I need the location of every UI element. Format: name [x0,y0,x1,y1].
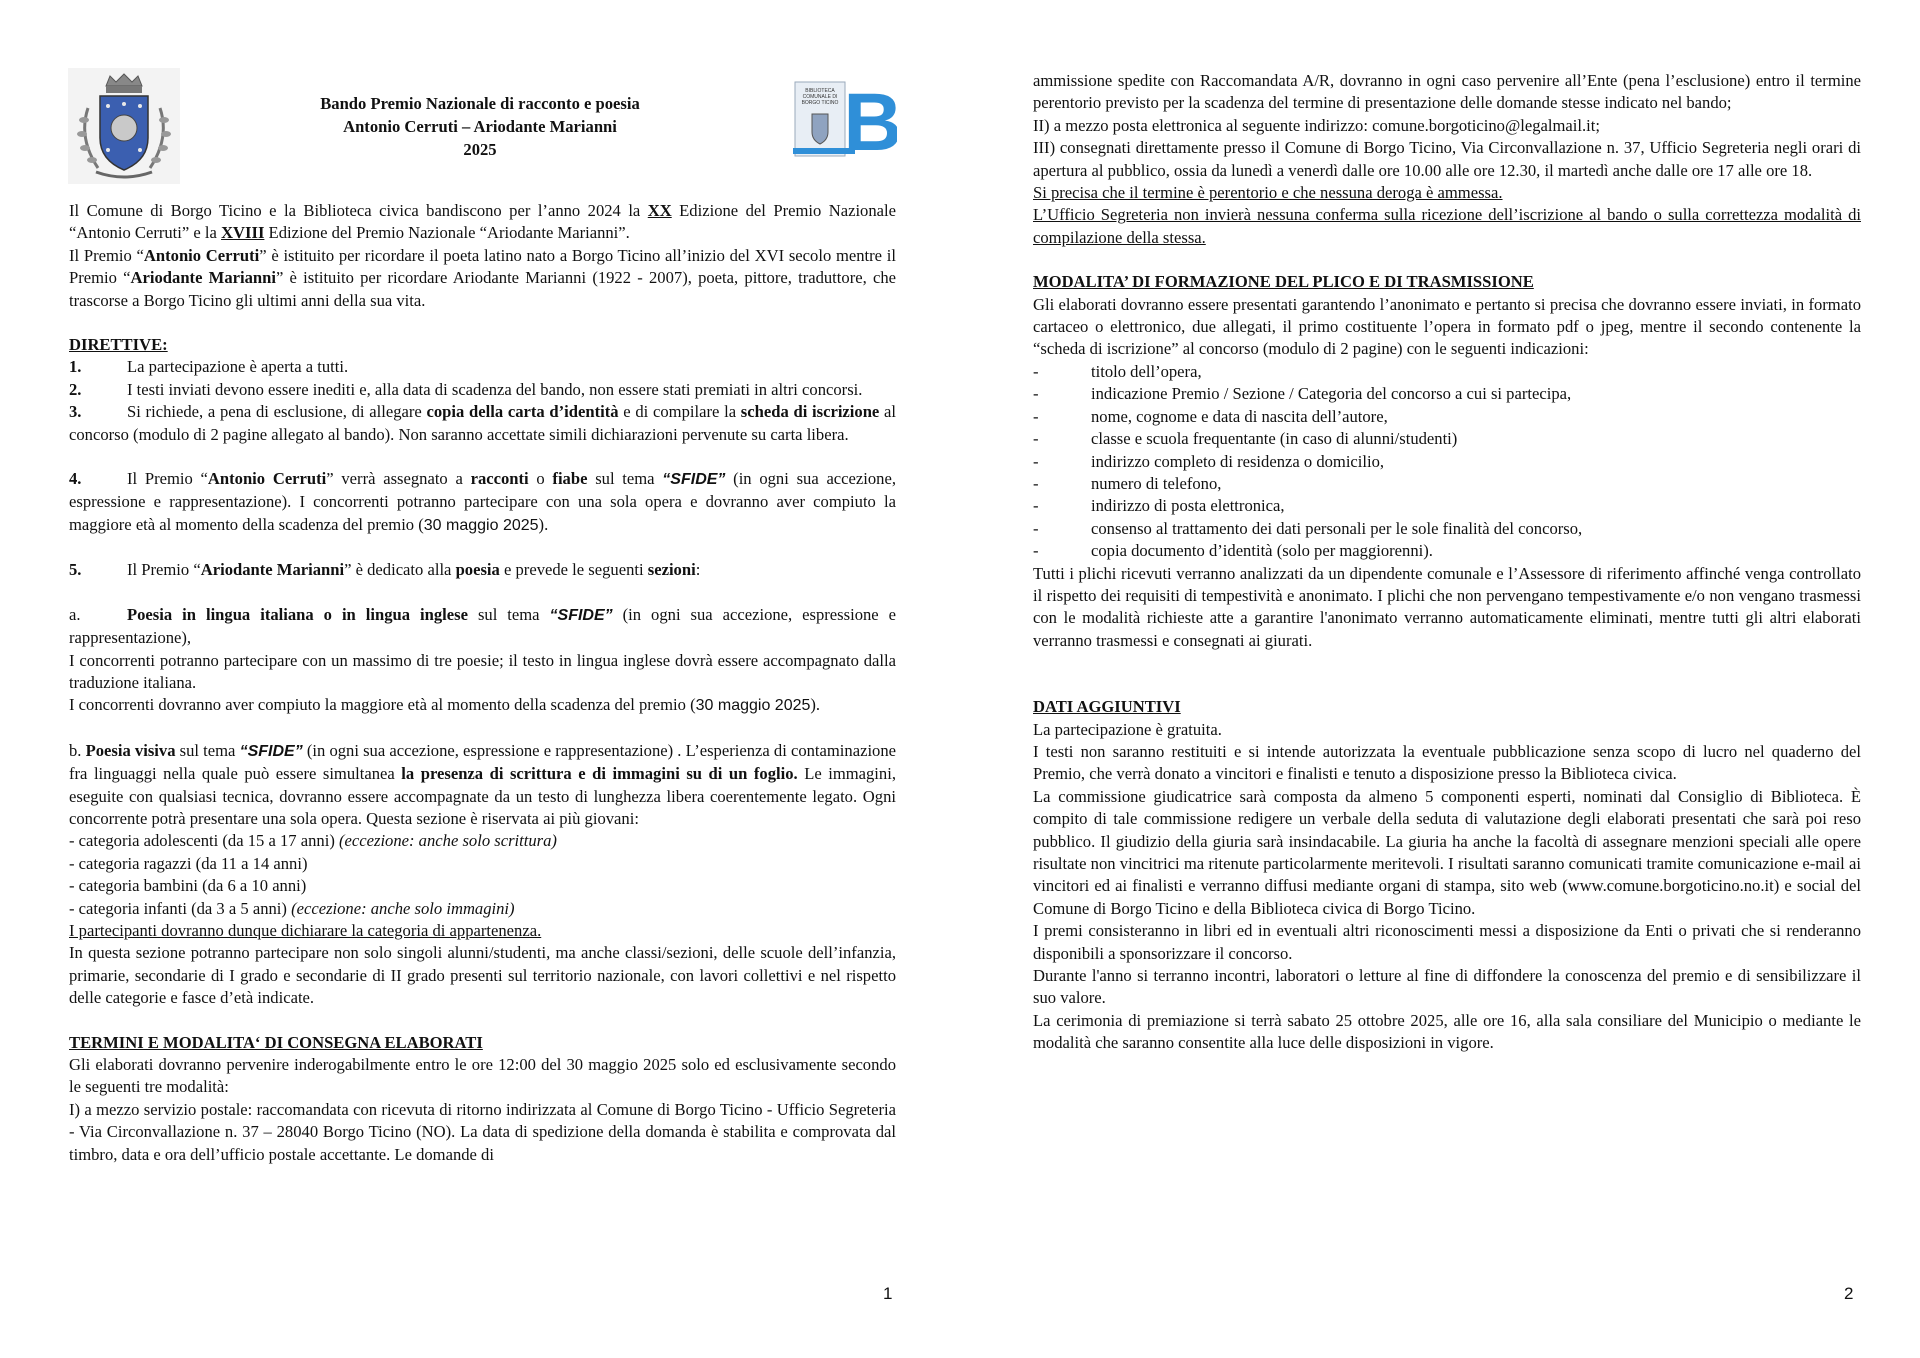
section-a-rule-1: I concorrenti potranno partecipare con un massimo di tre poesie; il testo in lingua inglese dovrà essere accompagnato dalla traduzione italiana. [69,650,896,692]
list-item: - titolo dell’opera, [1033,361,1202,381]
category-infanti: - categoria infanti (da 3 a 5 anni) (eccezione: anche solo immagini) [69,898,515,918]
list-item: - indirizzo di posta elettronica, [1033,496,1285,516]
document-title [250,92,710,161]
section-a-rule-2: I concorrenti dovranno aver compiuto la maggiore età al momento della scadenza del premio (30 maggio 2025). [69,695,821,715]
deadline-note: Si precisa che il termine è perentorio e che nessuna deroga è ammessa. [1033,183,1503,203]
plico-paragraph-2: Tutti i plichi ricevuti verranno analizzati da un dipendente comunale e l’Assessore di riferimento affinché venga controllato il rispetto dei requisiti di tempestività e anonimato. I plichi che non pervengano tempestivamente e/o non vengano trasmessi con le modalità richieste atte a garantire l'anonimato verranno automaticamente eliminati, mentre tutti gli altri elaborati verranno trasmessi e consegnati ai giurati. [1033,563,1861,650]
direct-delivery: III) consegnati direttamente presso il Comune di Borgo Ticino, Via Circonvallazione n. 37, Ufficio Segreteria negli orari di apertura al pubblico, ossia da lunedì a venerdì dalle ore 10.00 alle ore 12.30, il martedì anche dalle ore 17 alle ore 18. [1033,138,1861,180]
directive-5: 5. Il Premio “Ariodante Marianni” è dedicato alla poesia e prevede le seguenti sezioni: [69,560,701,580]
section-a: a. Poesia in lingua italiana o in lingua inglese sul tema “SFIDE” (in ogni sua accezione, espressione e rappresentazione), [69,604,896,648]
category-ragazzi: - categoria ragazzi (da 11 a 14 anni) [69,853,308,873]
dati-paragraph-1: La partecipazione è gratuita. [1033,719,1222,739]
title-line-3: 2025 [463,140,497,159]
category-adolescenti: - categoria adolescenti (da 15 a 17 anni) (eccezione: anche solo scrittura) [69,831,557,851]
email-delivery: II) a mezzo posta elettronica al seguente indirizzo: comune.borgoticino@legalmail.it; [1033,115,1600,135]
category-bambini: - categoria bambini (da 6 a 10 anni) [69,876,307,896]
list-item: - indirizzo completo di residenza o domicilio, [1033,451,1385,471]
title-line-1: Bando Premio Nazionale di racconto e poesia [320,94,640,113]
list-item: - numero di telefono, [1033,473,1222,493]
page-number: 1 [883,1284,893,1303]
title-line-2: Antonio Cerruti – Ariodante Marianni [343,117,617,136]
directive-3: 3. Si richiede, a pena di esclusione, di allegare copia della carta d’identità e di compilare la scheda di iscrizione al concorso (modulo di 2 pagine allegato al bando). Non saranno accettate simili dichiarazioni pervenute su carta libera. [69,402,897,444]
directive-4: 4. Il Premio “Antonio Cerruti” verrà assegnato a racconti o fiabe sul tema “SFIDE” (in ogni sua accezione, espressione e rappresentazione). I concorrenti potranno partecipare con una sola opera e dovranno aver compiuto la maggiore età al momento della scadenza del premio (30 maggio 2025). [69,469,896,534]
category-note: I partecipanti dovranno dunque dichiarare la categoria di appartenenza. [69,920,542,940]
list-item: - copia documento d’identità (solo per maggiorenni). [1033,541,1433,561]
intro-paragraph-2: Il Premio “Antonio Cerruti” è istituito per ricordare il poeta latino nato a Borgo Ticino all’inizio del XVI secolo mentre il Premio “Ariodante Marianni” è istituito per ricordare Ariodante Marianni (1922 - 2007), poeta, pittore, traduttore, che trascorse a Borgo Ticino gli ultimi anni della sua vita. [69,245,896,310]
municipal-crest-icon [68,68,180,184]
page-2-body [1033,70,1861,1055]
plico-heading: MODALITA’ DI FORMAZIONE DEL PLICO E DI TRASMISSIONE [1033,272,1534,292]
dati-paragraph-2: I testi non saranno restituiti e si intende autorizzata la eventuale pubblicazione senza scopo di lucro nel quaderno del Premio, che verrà donato a vincitori e finalisti e tenuto a disposizione presso la Biblioteca civica. [1033,741,1861,784]
page-2 [960,0,1920,1358]
library-logo-icon [793,80,897,160]
direttive-heading: DIRETTIVE: [69,335,168,355]
list-item: - nome, cognome e data di nascita dell’autore, [1033,406,1388,426]
directive-2: 2. I testi inviati devono essere inediti e, alla data di scadenza del bando, non essere stati premiati in altri concorsi. [69,379,863,399]
svg-text:B: B [843,80,897,160]
dati-paragraph-6: La cerimonia di premiazione si terrà sabato 25 ottobre 2025, alle ore 16, alla sala consiliare del Municipio o mediante le modalità che saranno consentite alla luce delle disposizioni in vigore. [1033,1010,1861,1053]
list-item: - indicazione Premio / Sezione / Categoria del concorso a cui si partecipa, [1033,384,1572,404]
continuation-paragraph: ammissione spedite con Raccomandata A/R, dovranno in ogni caso pervenire all’Ente (pena l’esclusione) entro il termine perentorio previsto per la scadenza del termine di presentazione delle domande stesse indicato nel bando; [1033,71,1861,113]
dati-paragraph-3: La commissione giudicatrice sarà composta da almeno 5 componenti esperti, nominati dal Consiglio di Biblioteca. È compito di tale commissione redigere un verbale della seduta di valutazione degli elaborati presentati che sarà poi reso pubblico. Il giudizio della giuria sarà insindacabile. La giuria ha anche la facoltà di assegnare menzioni speciali alle opere risultate non vincitrici ma ritenute particolarmente meritevoli. I risultati saranno comunicati tramite comunicazione e-mail ai vincitori ed ai finalisti e verranno diffusi mediante organi di stampa, sito web (www.comune.borgoticino.no.it) e social del Comune di Borgo Ticino e della Biblioteca civica di Borgo Ticino. [1033,786,1861,918]
termini-paragraph-2: I) a mezzo servizio postale: raccomandata con ricevuta di ritorno indirizzata al Comune di Borgo Ticino - Ufficio Segreteria - Via Circonvallazione n. 37 – 28040 Borgo Ticino (NO). La data di spedizione della domanda è stabilita e comprovata dal timbro, data e ora dell’ufficio postale accettante. Le domande di [69,1099,896,1164]
page-1-body [69,200,896,1166]
dati-heading: DATI AGGIUNTIVI [1033,697,1181,717]
section-b: b. Poesia visiva sul tema “SFIDE” (in ogni sua accezione, espressione e rappresentazione) . L’esperienza di contaminazione fra linguaggi nella quale può essere simultanea la presenza di scrittura e di immagini su di un foglio. Le immagini, eseguite con qualsiasi tecnica, dovranno essere accompagnate da un testo di lunghezza libera coerentemente legato. Ogni concorrente potrà presentare una sola opera. Questa sezione è riservata ai più giovani: [69,740,897,828]
classi-paragraph: In questa sezione potranno partecipare non solo singoli alunni/studenti, ma anche classi/sezioni, delle scuole dell’infanzia, primarie, secondarie di I grado e secondarie di II grado presenti sul territorio nazionale, con lavori collettivi e nel rispetto delle categorie e fasce d’età indicate. [69,943,896,1008]
dati-paragraph-5: Durante l'anno si terranno incontri, laboratori o letture al fine di diffondere la conoscenza del premio e di sensibilizzare il suo valore. [1033,966,1861,1008]
intro-paragraph: Il Comune di Borgo Ticino e la Biblioteca civica bandiscono per l’anno 2024 la XX Edizione del Premio Nazionale “Antonio Cerruti” e la XVIII Edizione del Premio Nazionale “Ariodante Marianni”. [69,201,896,243]
termini-heading: TERMINI E MODALITA‘ DI CONSEGNA ELABORATI [69,1032,483,1052]
list-item: - consenso al trattamento dei dati personali per le sole finalità del concorso, [1033,518,1583,538]
svg-text:BIBLIOTECA: BIBLIOTECA [805,88,835,94]
termini-paragraph-1: Gli elaborati dovranno pervenire inderogabilmente entro le ore 12:00 del 30 maggio 2025 solo ed esclusivamente secondo le seguenti tre modalità: [69,1055,896,1097]
no-confirmation-note: L’Ufficio Segreteria non invierà nessuna conferma sulla ricezione dell’iscrizione al bando o sulla correttezza modalità di compilazione della stessa. [1033,205,1861,247]
dati-paragraph-4: I premi consisteranno in libri ed in eventuali altri riconoscimenti messi a disposizione da Enti o privati che si renderanno disponibili a sponsorizzare il concorso. [1033,921,1861,963]
page-number: 2 [1844,1284,1854,1303]
list-item: - classe e scuola frequentante (in caso di alunni/studenti) [1033,429,1458,449]
requirements-list [1033,361,1861,563]
svg-text:BORGO TICINO: BORGO TICINO [801,100,839,106]
directive-1: 1. La partecipazione è aperta a tutti. [69,357,349,377]
svg-text:COMUNALE DI: COMUNALE DI [802,94,838,100]
plico-paragraph-1: Gli elaborati dovranno essere presentati garantendo l’anonimato e pertanto si precisa che dovranno essere inviati, in formato cartaceo o elettronico, due allegati, il primo costituente l’opera in formato pdf o jpeg, mentre il secondo contenente la “scheda di iscrizione” al concorso (modulo di 2 pagine) con le seguenti indicazioni: [1033,294,1861,359]
